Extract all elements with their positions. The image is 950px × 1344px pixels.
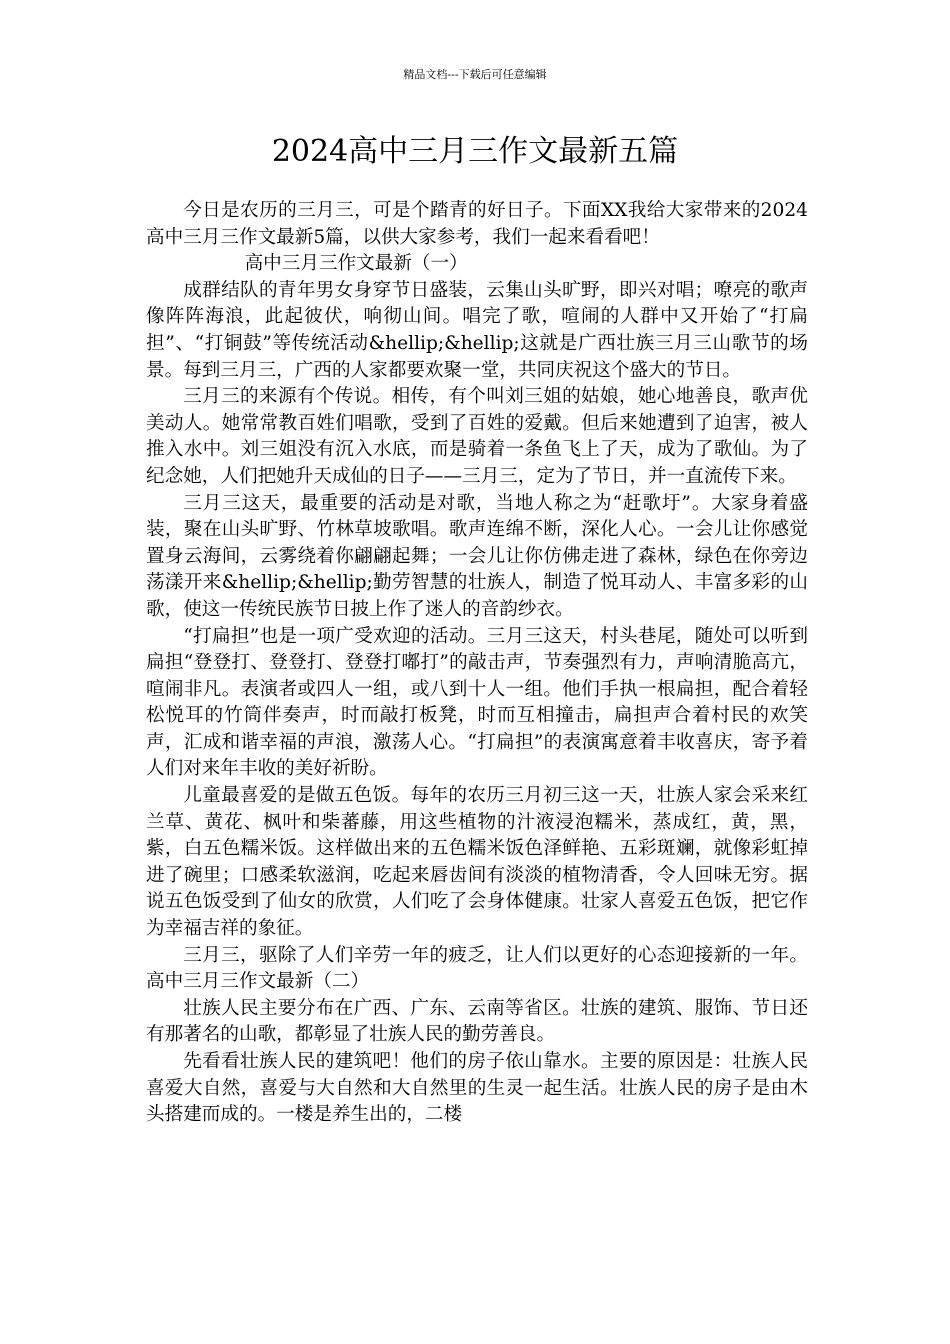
paragraph: 成群结队的青年男女身穿节日盛装，云集山头旷野，即兴对唱；嘹亮的歌声像阵阵海浪，此起彼伏，响彻山间。唱完了歌，喧闹的人群中又开始了“打扁担”、“打铜鼓”等传统活动&hellip;&hellip;这就是广西壮族三月三山歌节的场景。每到三月三，广西的人家都要欢聚一堂，共同庆祝这个盛大的节日。 bbox=[146, 279, 808, 381]
intro-paragraph: 今日是农历的三月三，可是个踏青的好日子。下面XX我给大家带来的2024高中三月三作文最新5篇，以供大家参考，我们一起来看看吧！ bbox=[146, 200, 808, 248]
paragraph: 先看看壮族人民的建筑吧！他们的房子依山靠水。主要的原因是：壮族人民喜爱大自然，喜爱与大自然和大自然里的生灵一起生活。壮族人民的房子是由木头搭建而成的。一楼是养生出的，二楼 bbox=[146, 1051, 808, 1126]
paragraph-with-subheading bbox=[146, 943, 808, 996]
paragraph: 儿童最喜爱的是做五色饭。每年的农历三月初三这一天，壮族人家会采来红兰草、黄花、枫叶和柴蕃藤，用这些植物的汁液浸泡糯米，蒸成红，黄，黑，紫，白五色糯米饭。这样做出来的五色糯米饭色泽鲜艳、五彩斑斓，就像彩虹掉进了碗里；口感柔软滋润，吃起来唇齿间有淡淡的植物清香，令人回味无穷。据说五色饭受到了仙女的欣赏，人们吃了会身体健康。壮家人喜爱五色饭，把它作为幸福吉祥的象征。 bbox=[146, 785, 808, 940]
document-body bbox=[146, 198, 808, 1129]
paragraph: 壮族人民主要分布在广西、广东、云南等省区。壮族的建筑、服饰、节日还有那著名的山歌，都彰显了壮族人民的勤劳善良。 bbox=[146, 997, 808, 1046]
paragraph: 三月三的来源有个传说。相传，有个叫刘三姐的姑娘，她心地善良，歌声优美动人。她常常教百姓们唱歌，受到了百姓的爱戴。但后来她遭到了迫害，被人推入水中。刘三姐没有沉入水底，而是骑着一条鱼飞上了天，成为了歌仙。为了纪念她，人们把她升天成仙的日子——三月三，定为了节日，并一直流传下来。 bbox=[146, 386, 808, 487]
paragraph-text: 三月三，驱除了人们辛劳一年的疲乏，让人们以更好的心态迎接新的一年。 bbox=[183, 944, 808, 966]
subheading-1: 高中三月三作文最新（一） bbox=[244, 253, 468, 275]
paragraph: 三月三这天，最重要的活动是对歌，当地人称之为“赶歌圩”。大家身着盛装，聚在山头旷野、竹林草坡歌唱。歌声连绵不断，深化人心。一会儿让你感觉置身云海间，云雾绕着你翩翩起舞；一会儿让你仿佛走进了森林，绿色在你旁边荡漾开来&hellip;&hellip;勤劳智慧的壮族人，制造了悦耳动人、丰富多彩的山歌，使这一传统民族节日披上作了迷人的音韵纱衣。 bbox=[146, 492, 808, 620]
header-note: 精品文档---下载后可任意编辑 bbox=[403, 68, 547, 81]
subheading-2: 高中三月三作文最新（二） bbox=[146, 971, 370, 993]
paragraph: “打扁担”也是一项广受欢迎的活动。三月三这天，村头巷尾，随处可以听到扁担“登登打、登登打、登登打嘟打”的敲击声，节奏强烈有力，声响清脆高亢，喧闹非凡。表演者或四人一组，或八到十人一组。他们手执一根扁担，配合着轻松悦耳的竹筒伴奏声，时而敲打板凳，时而互相撞击，扁担声合着村民的欢笑声，汇成和谐幸福的声浪，激荡人心。“打扁担”的表演寓意着丰收喜庆，寄予着人们对来年丰收的美好祈盼。 bbox=[146, 625, 808, 780]
document-title: 2024高中三月三作文最新五篇 bbox=[271, 134, 679, 169]
